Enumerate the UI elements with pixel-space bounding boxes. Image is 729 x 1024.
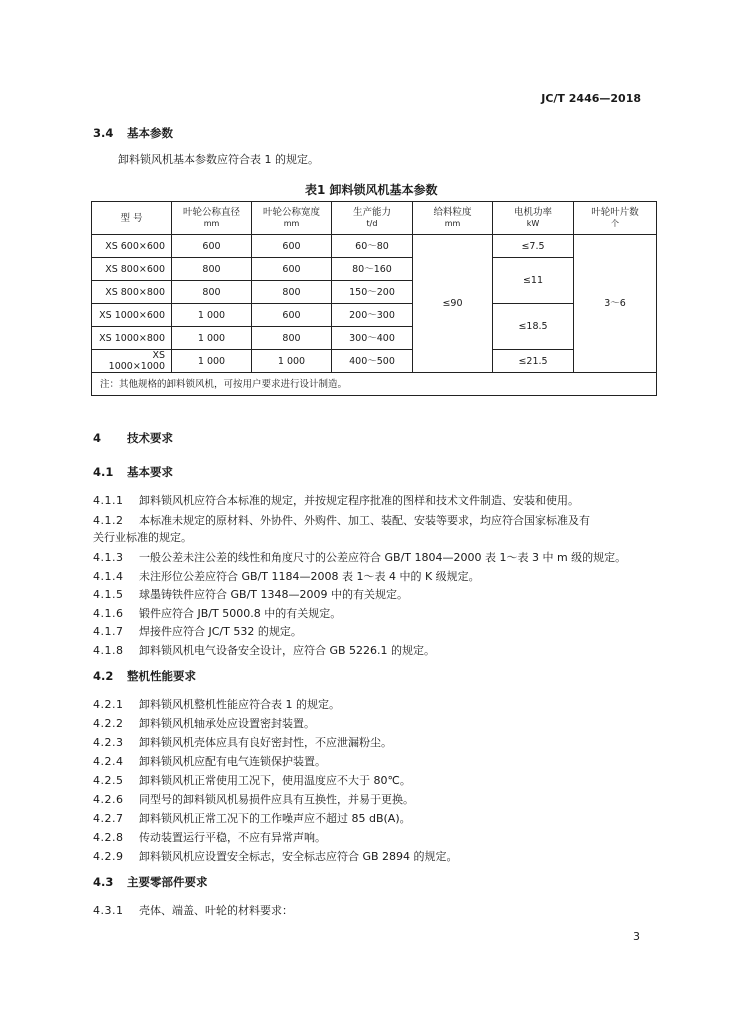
clause-item: 4.2.8 传动装置运行平稳，不应有异常声响。 [93, 831, 326, 844]
table-caption: 表1 卸料锁风机基本参数 [305, 183, 438, 197]
header-cell: 给料粒度 mm [413, 202, 493, 235]
width-cell: 600 [252, 235, 332, 258]
header-cell: 型 号 [92, 202, 172, 235]
diameter-cell: 600 [172, 235, 252, 258]
table-row [92, 350, 657, 373]
model-cell: XS 1000×800 [92, 327, 172, 350]
section-4-heading [93, 430, 173, 446]
table-row [92, 304, 657, 327]
clause-item: 4.2.7 卸料锁风机正常工况下的工作噪声应不超过 85 dB(A)。 [93, 812, 411, 825]
capacity-cell: 200～300 [332, 304, 413, 327]
capacity-cell: 400～500 [332, 350, 413, 373]
capacity-cell: 80～160 [332, 258, 413, 281]
section-number: 4 [93, 431, 102, 445]
power-cell: ≤18.5 [493, 304, 574, 350]
model-cell: XS 600×600 [92, 235, 172, 258]
table-note: 注：其他规格的卸料锁风机，可按用户要求进行设计制造。 [92, 373, 657, 396]
clause-item: 4.1.7 焊接件应符合 JC/T 532 的规定。 [93, 625, 302, 638]
header-cell: 电机功率 kW [493, 202, 574, 235]
power-cell: ≤7.5 [493, 235, 574, 258]
width-cell: 1 000 [252, 350, 332, 373]
clause-item: 4.1.5 球墨铸铁件应符合 GB/T 1348—2009 中的有关规定。 [93, 588, 408, 601]
section-number: 4.1 [93, 465, 114, 479]
width-cell: 600 [252, 304, 332, 327]
section-4-1-heading [93, 464, 173, 480]
section-number: 3.4 [93, 126, 114, 140]
clause-item: 4.1.3 一般公差未注公差的线性和角度尺寸的公差应符合 GB/T 1804—2000 表 1～表 3 中 m 级的规定。 [93, 551, 627, 564]
clause-item: 4.2.6 同型号的卸料锁风机易损件应具有互换性，并易于更换。 [93, 793, 414, 806]
capacity-cell: 150～200 [332, 281, 413, 304]
table-row [92, 235, 657, 258]
page-number: 3 [633, 930, 640, 943]
section-title: 主要零部件要求 [127, 875, 208, 889]
clause-item: 4.2.1 卸料锁风机整机性能应符合表 1 的规定。 [93, 698, 340, 711]
diameter-cell: 1 000 [172, 327, 252, 350]
width-cell: 600 [252, 258, 332, 281]
clause-item: 4.2.4 卸料锁风机应配有电气连锁保护装置。 [93, 755, 326, 768]
power-cell: ≤21.5 [493, 350, 574, 373]
capacity-cell: 60～80 [332, 235, 413, 258]
clause-item: 4.2.3 卸料锁风机壳体应具有良好密封性，不应泄漏粉尘。 [93, 736, 392, 749]
section-number: 4.2 [93, 669, 114, 683]
clause-item: 4.1.6 锻件应符合 JB/T 5000.8 中的有关规定。 [93, 607, 342, 620]
section-4-2-heading [93, 668, 196, 684]
header-cell: 生产能力 t/d [332, 202, 413, 235]
standard-code: JC/T 2446—2018 [541, 92, 641, 105]
header-cell: 叶轮叶片数 个 [574, 202, 657, 235]
clause-item: 4.3.1 壳体、端盖、叶轮的材料要求： [93, 904, 293, 917]
clause-item: 4.2.2 卸料锁风机轴承处应设置密封装置。 [93, 717, 315, 730]
section-4-3-heading [93, 874, 208, 890]
section-title: 基本参数 [127, 126, 173, 140]
clause-item: 4.1.1 卸料锁风机应符合本标准的规定，并按规定程序批准的图样和技术文件制造、安装和使用。 [93, 494, 579, 507]
table-header-row [92, 202, 657, 235]
section-title: 整机性能要求 [127, 669, 196, 683]
clause-item-continuation: 关行业标准的规定。 [93, 531, 192, 544]
section-title: 基本要求 [127, 465, 173, 479]
model-cell: XS 800×800 [92, 281, 172, 304]
diameter-cell: 800 [172, 281, 252, 304]
width-cell: 800 [252, 281, 332, 304]
header-cell: 叶轮公称直径 mm [172, 202, 252, 235]
section-3-4-heading [93, 125, 173, 141]
capacity-cell: 300～400 [332, 327, 413, 350]
table-note-row [92, 373, 657, 396]
clause-item: 4.1.4 未注形位公差应符合 GB/T 1184—2008 表 1～表 4 中的 K 级规定。 [93, 570, 480, 583]
width-cell: 800 [252, 327, 332, 350]
section-number: 4.3 [93, 875, 114, 889]
power-cell: ≤11 [493, 258, 574, 304]
header-cell: 叶轮公称宽度 mm [252, 202, 332, 235]
diameter-cell: 800 [172, 258, 252, 281]
clause-item: 4.1.2 本标准未规定的原材料、外协件、外购件、加工、装配、安装等要求，均应符合国家标准及有 [93, 514, 590, 527]
diameter-cell: 1 000 [172, 350, 252, 373]
clause-item: 4.1.8 卸料锁风机电气设备安全设计，应符合 GB 5226.1 的规定。 [93, 644, 436, 657]
blades-cell: 3～6 [574, 235, 657, 373]
model-cell: XS 1000×600 [92, 304, 172, 327]
section-3-4-text: 卸料锁风机基本参数应符合表 1 的规定。 [118, 153, 319, 166]
section-title: 技术要求 [127, 431, 173, 445]
feed-size-cell: ≤90 [413, 235, 493, 373]
model-cell: XS 800×600 [92, 258, 172, 281]
clause-item: 4.2.9 卸料锁风机应设置安全标志，安全标志应符合 GB 2894 的规定。 [93, 850, 458, 863]
clause-item: 4.2.5 卸料锁风机正常使用工况下，使用温度应不大于 80℃。 [93, 774, 411, 787]
spec-table [91, 201, 657, 396]
table-row [92, 258, 657, 281]
model-cell: XS 1000×1000 [92, 350, 172, 373]
diameter-cell: 1 000 [172, 304, 252, 327]
